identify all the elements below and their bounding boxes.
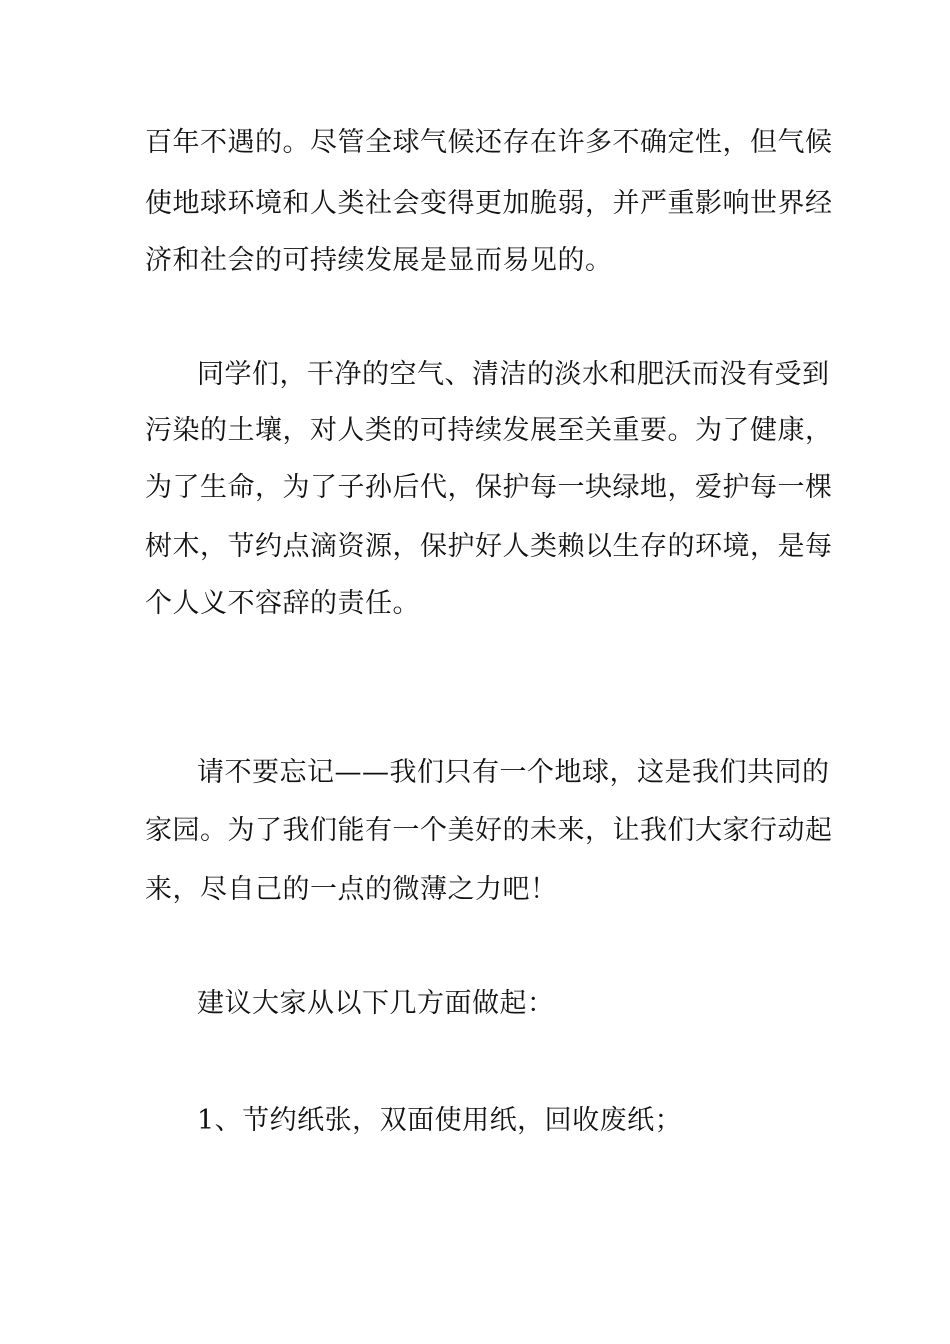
text-line: 济和社会的可持续发展是显而易见的。	[145, 245, 613, 276]
text-line: 1、节约纸张，双面使用纸，回收废纸；	[197, 1105, 683, 1136]
text-line: 同学们，干净的空气、清洁的淡水和肥沃而没有受到	[197, 359, 830, 390]
text-line: 百年不遇的。尽管全球气候还存在许多不确定性，但气候	[145, 127, 833, 158]
text-line: 污染的土壤，对人类的可持续发展至关重要。为了健康，	[145, 415, 833, 446]
text-line: 树木，节约点滴资源，保护好人类赖以生存的环境，是每	[145, 531, 833, 562]
text-line: 来，尽自己的一点的微薄之力吧！	[145, 874, 558, 905]
text-line: 请不要忘记——我们只有一个地球，这是我们共同的	[197, 757, 830, 788]
text-line: 个人义不容辞的责任。	[145, 588, 420, 619]
text-line: 使地球环境和人类社会变得更加脆弱，并严重影响世界经	[145, 188, 833, 219]
text-line: 为了生命，为了子孙后代，保护每一块绿地，爱护每一棵	[145, 472, 833, 503]
text-line: 建议大家从以下几方面做起：	[197, 988, 555, 1019]
text-line: 家园。为了我们能有一个美好的未来，让我们大家行动起	[145, 815, 833, 846]
